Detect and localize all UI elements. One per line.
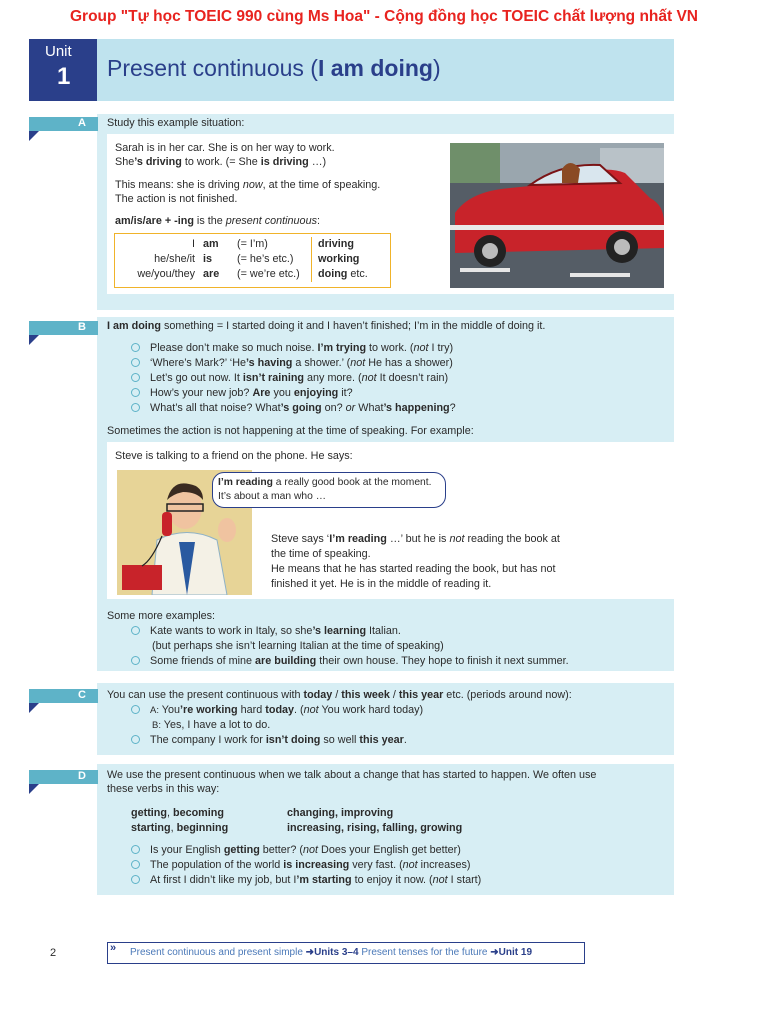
- subject-cell: we/you/they: [137, 268, 195, 280]
- section-d-tab: D: [29, 770, 98, 784]
- steve-says-line3: He means that he has started reading the book, but has not: [271, 563, 556, 575]
- bullet-circle-icon: [131, 373, 140, 382]
- bullet-circle-icon: [131, 358, 140, 367]
- contraction-cell: (= he’s etc.): [237, 253, 294, 265]
- bullet-circle-icon: [131, 626, 140, 635]
- sarah-line2: She’s driving to work. (= She is driving …): [115, 156, 327, 168]
- example-b6-note: (but perhaps she isn’t learning Italian at the time of speaking): [152, 640, 444, 652]
- section-d-intro1: We use the present continuous when we talk about a change that has started to happen. We often use: [107, 769, 597, 781]
- rule-line: am/is/are + -ing is the present continuous:: [115, 215, 320, 227]
- car-illustration: [450, 143, 664, 288]
- reference-link-unit-19[interactable]: Unit 19: [498, 947, 533, 958]
- conjugation-table-box: [114, 233, 391, 288]
- bullet-circle-icon: [131, 735, 140, 744]
- contraction-cell: (= we’re etc.): [237, 268, 300, 280]
- verb-cell: are: [203, 268, 220, 280]
- unit-word: Unit: [45, 43, 72, 60]
- steve-intro: Steve is talking to a friend on the phone. He says:: [115, 450, 353, 462]
- example-d3: At first I didn’t like my job, but I’m starting to enjoy it now. (not I start): [131, 873, 481, 887]
- example-b3: Let’s go out now. It isn’t raining any more. (not It doesn’t rain): [131, 371, 448, 385]
- bullet-circle-icon: [131, 705, 140, 714]
- verb-cell: is: [203, 253, 213, 265]
- steve-says-line2: the time of speaking.: [271, 548, 371, 560]
- sarah-line4: The action is not finished.: [115, 193, 238, 205]
- bullet-circle-icon: [131, 403, 140, 412]
- subject-cell: he/she/it: [154, 253, 195, 265]
- subject-cell: I: [192, 238, 195, 250]
- section-tab-corner: [29, 335, 39, 345]
- section-a-tab: A: [29, 117, 98, 131]
- bubble-line1: I’m reading a really good book at the moment.: [218, 477, 432, 488]
- example-c1: A: You’re working hard today. (not You work hard today): [131, 703, 423, 718]
- conjugation-table: [115, 237, 372, 282]
- section-c-intro: You can use the present continuous with today / this week / this year etc. (periods around now):: [107, 689, 572, 701]
- reference-link-units-3-4[interactable]: Units 3–4: [314, 947, 359, 958]
- example-b1: Please don’t make so much noise. I’m trying to work. (not I try): [131, 341, 453, 355]
- section-c-tab: C: [29, 689, 98, 703]
- speech-bubble: [212, 472, 446, 508]
- verbs-line1: getting, becoming: [131, 807, 224, 819]
- contraction-cell: (= I’m): [237, 238, 268, 250]
- bullet-circle-icon: [131, 343, 140, 352]
- form-cell: working: [312, 252, 372, 267]
- section-tab-corner: [29, 703, 39, 713]
- section-b-definition: I am doing something = I started doing it and I haven’t finished; I’m in the middle of doing it.: [107, 320, 546, 332]
- bullet-circle-icon: [131, 656, 140, 665]
- bubble-line2: It’s about a man who …: [218, 491, 326, 502]
- more-examples-label: Some more examples:: [107, 610, 216, 622]
- reference-chevron-icon: »: [110, 942, 117, 954]
- example-b7: Some friends of mine are building their own house. They hope to finish it next summer.: [131, 654, 569, 668]
- reference-arrow-icon: ➜: [305, 947, 315, 958]
- reference-arrow-icon: ➜: [490, 947, 499, 958]
- example-c3: The company I work for isn’t doing so well this year.: [131, 733, 407, 747]
- group-banner: Group "Tự học TOEIC 990 cùng Ms Hoa" - Cộng đồng học TOEIC chất lượng nhất VN: [70, 8, 698, 25]
- example-d2: The population of the world is increasing very fast. (not increases): [131, 858, 471, 872]
- section-d-intro2: these verbs in this way:: [107, 783, 220, 795]
- sarah-line3: This means: she is driving now, at the time of speaking.: [115, 179, 381, 191]
- example-b5: What’s all that noise? What’s going on? or What’s happening?: [131, 401, 456, 415]
- page-number: 2: [50, 947, 57, 959]
- section-tab-corner: [29, 784, 39, 794]
- verbs-line3: changing, improving: [287, 807, 394, 819]
- steve-says-line1: Steve says ‘I’m reading …’ but he is not reading the book at: [271, 533, 560, 545]
- example-c2: B: Yes, I have a lot to do.: [152, 719, 271, 731]
- example-b6: Kate wants to work in Italy, so she’s learning Italian.: [131, 624, 401, 638]
- example-b4: How’s your new job? Are you enjoying it?: [131, 386, 353, 400]
- section-b-tab: B: [29, 321, 98, 335]
- section-tab-corner: [29, 131, 39, 141]
- unit-number: 1: [57, 63, 71, 90]
- form-cell: driving: [312, 237, 372, 252]
- unit-badge: [29, 39, 97, 101]
- steve-says-line4: finished it yet. He is in the middle of reading it.: [271, 578, 492, 590]
- cross-reference-box: [107, 942, 585, 964]
- title-bar: [97, 39, 674, 101]
- example-b2: ‘Where’s Mark?’ ‘He’s having a shower.’ (not He has a shower): [131, 356, 453, 370]
- form-cell: doing etc.: [312, 267, 372, 282]
- verb-cell: am: [203, 238, 219, 250]
- bullet-circle-icon: [131, 388, 140, 397]
- cross-reference-text: Present continuous and present simple ➜Units 3–4 Present tenses for the future ➜Unit 19: [130, 947, 533, 958]
- page-title: Present continuous (I am doing): [107, 55, 441, 81]
- verbs-line4: increasing, rising, falling, growing: [287, 822, 463, 834]
- sometimes-line: Sometimes the action is not happening at the time of speaking. For example:: [107, 425, 474, 437]
- bullet-circle-icon: [131, 860, 140, 869]
- example-d1: Is your English getting better? (not Does your English get better): [131, 843, 461, 857]
- bullet-circle-icon: [131, 845, 140, 854]
- verbs-line2: starting, beginning: [131, 822, 229, 834]
- section-a-intro: Study this example situation:: [107, 117, 245, 129]
- car-drawing: [450, 143, 664, 288]
- sarah-line1: Sarah is in her car. She is on her way to work.: [115, 142, 335, 154]
- bullet-circle-icon: [131, 875, 140, 884]
